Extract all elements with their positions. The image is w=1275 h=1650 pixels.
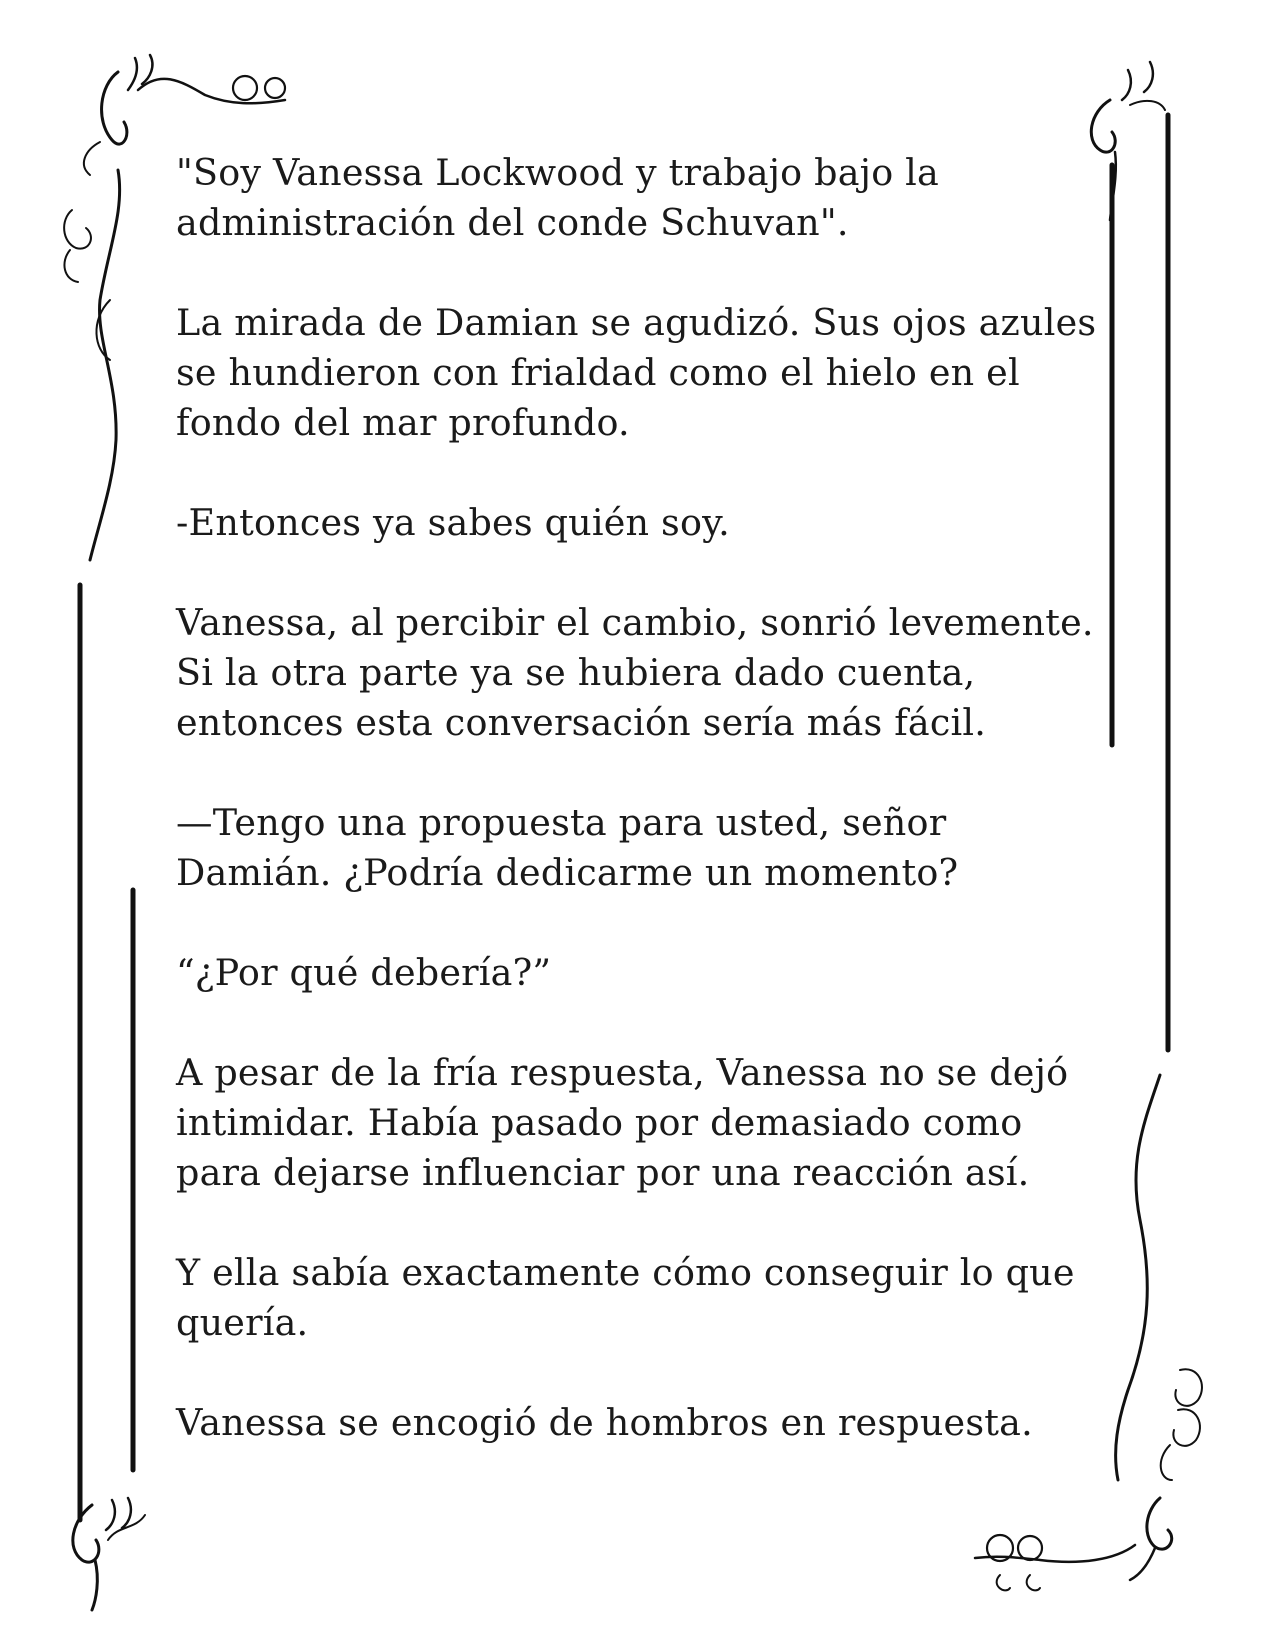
paragraph: Vanessa, al percibir el cambio, sonrió levemente. Si la otra parte ya se hubiera dado cuenta, entonces esta conversación sería más fácil. (176, 601, 1094, 744)
paragraph: "Soy Vanessa Lockwood y trabajo bajo la administración del conde Schuvan". (176, 151, 940, 244)
paragraph: Y ella sabía exactamente cómo conseguir lo que quería. (176, 1251, 1075, 1344)
paragraph: La mirada de Damian se agudizó. Sus ojos azules se hundieron con frialdad como el hielo en el fondo del mar profundo. (176, 301, 1097, 444)
story-text (176, 148, 1106, 1448)
paragraph: —Tengo una propuesta para usted, señor Damián. ¿Podría dedicarme un momento? (176, 801, 959, 894)
paragraph: “¿Por qué debería?” (176, 951, 552, 994)
paragraph: -Entonces ya sabes quién soy. (176, 501, 730, 544)
paragraph: Vanessa se encogió de hombros en respuesta. (176, 1401, 1033, 1444)
paragraph: A pesar de la fría respuesta, Vanessa no se dejó intimidar. Había pasado por demasiado como para dejarse influenciar por una reacción así. (176, 1051, 1069, 1194)
bottom-left-flourish-icon (73, 1498, 145, 1610)
